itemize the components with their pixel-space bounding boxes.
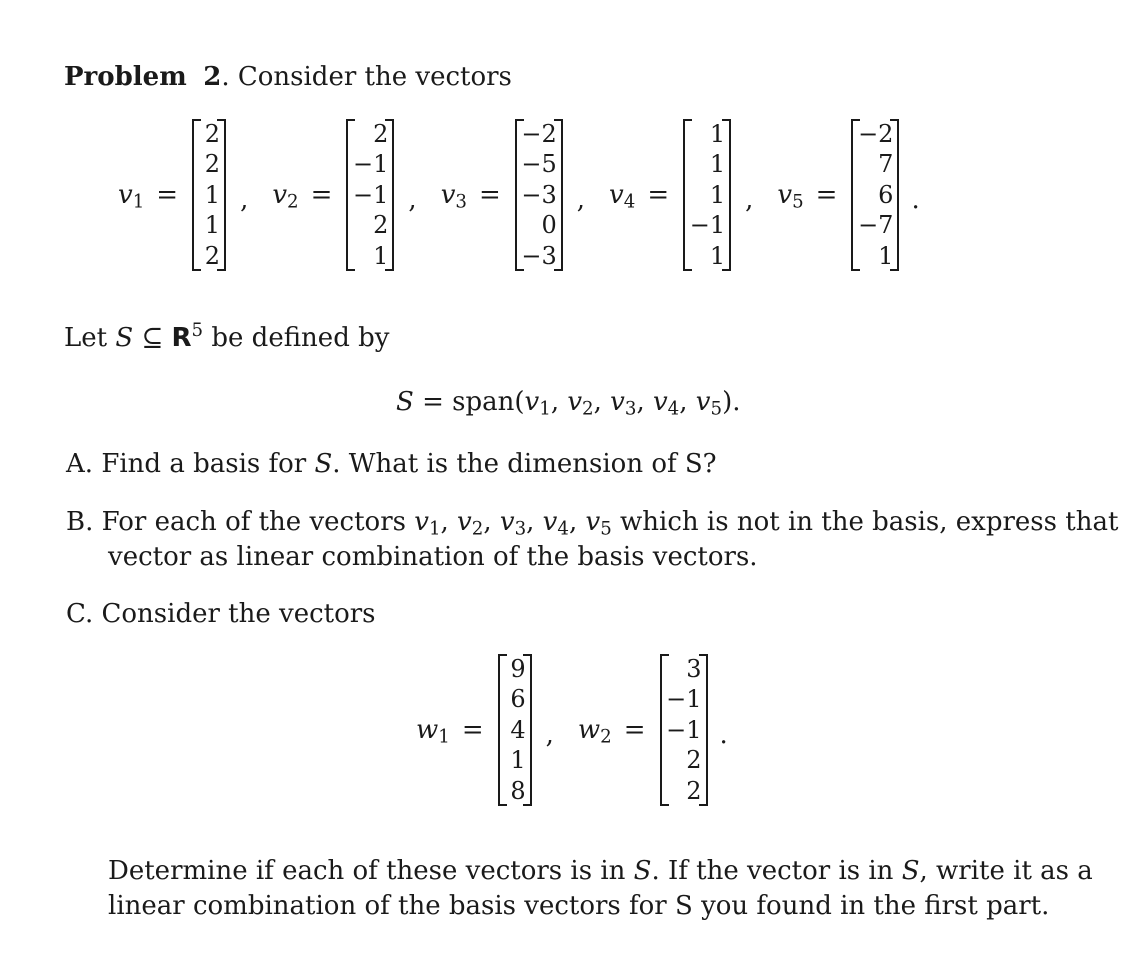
matrix-entry: 2	[373, 120, 389, 148]
v1-label: $v_1$	[118, 179, 145, 213]
matrix-entry: −1	[689, 211, 726, 240]
span-equation: $S = span(v_1$, $v_2$, $v_3$, $v_4$, $v_5$).	[396, 387, 741, 420]
matrix-entry: −2	[521, 120, 557, 148]
equals-sign: =	[461, 714, 484, 745]
matrix-entry: −1	[666, 685, 702, 714]
problem-heading	[64, 60, 512, 94]
w2-matrix	[660, 654, 708, 806]
matrix-entry: 8	[510, 776, 526, 805]
matrix-entry: 6	[510, 685, 526, 714]
equals-sign: =	[156, 179, 179, 210]
matrix-entry: 1	[709, 180, 726, 209]
matrix-entry: 3	[686, 655, 702, 683]
matrix-entry: 1	[204, 211, 221, 240]
matrix-entry: 2	[204, 241, 221, 270]
matrix-entry: −1	[353, 180, 389, 209]
matrix-entry: −2	[858, 120, 894, 148]
problem-number: 2	[203, 62, 222, 92]
v1-matrix	[192, 119, 226, 271]
w-vectors-row	[416, 654, 752, 806]
comma: ,	[240, 184, 249, 215]
matrix-entry: 6	[878, 180, 894, 209]
matrix-entry: −1	[353, 150, 389, 179]
final-paragraph-line2: linear combination of the basis vectors for S you found in the first part.	[108, 891, 1050, 921]
part-b: B. For each of the vectors $v_1$, $v_2$, $v_3$, $v_4$, $v_5$ which is not in the basis, express that	[66, 507, 1119, 540]
part-c: C. Consider the vectors	[66, 599, 376, 629]
v2-matrix	[346, 119, 394, 271]
matrix-entry: 9	[510, 655, 526, 683]
equals-sign: =	[310, 179, 333, 210]
w1-label: $w_1$	[416, 714, 450, 748]
equals-sign: =	[623, 714, 646, 745]
matrix-entry: 1	[373, 241, 389, 270]
matrix-entry: −7	[858, 211, 894, 240]
comma: ,	[576, 184, 586, 215]
v4-label: $v_4$	[609, 179, 636, 213]
equals-sign: =	[815, 179, 838, 210]
matrix-entry: 2	[686, 776, 702, 805]
v5-label: $v_5$	[777, 179, 804, 213]
matrix-entry: 1	[204, 180, 221, 209]
matrix-entry: 0	[541, 211, 557, 240]
matrix-entry: −5	[521, 150, 557, 179]
v3-label: $v_3$	[440, 179, 467, 213]
final-paragraph-line1: Determine if each of these vectors is in S. If the vector is in S, write it as a	[108, 856, 1093, 886]
part-b-line2: vector as linear combination of the basis vectors.	[108, 542, 758, 572]
matrix-entry: 1	[709, 241, 726, 270]
matrix-entry: 1	[709, 150, 726, 179]
matrix-entry: 2	[204, 120, 221, 148]
matrix-entry: 2	[204, 150, 221, 179]
v4-matrix	[683, 119, 731, 271]
equals-sign: =	[647, 179, 670, 210]
problem-label: Problem	[64, 62, 187, 92]
equals-sign: =	[478, 179, 501, 210]
matrix-entry: 2	[373, 211, 389, 240]
w1-matrix	[498, 654, 532, 806]
w2-label: $w_2$	[577, 714, 612, 748]
comma: ,	[745, 184, 754, 215]
matrix-entry: 7	[878, 150, 894, 179]
v5-matrix	[851, 119, 899, 271]
matrix-entry: −1	[666, 715, 702, 744]
part-a: A. Find a basis for S. What is the dimension of S?	[66, 449, 717, 479]
matrix-entry: −3	[521, 180, 557, 209]
comma: ,	[408, 184, 417, 215]
matrix-entry: 2	[686, 746, 702, 775]
problem-intro: . Consider the vectors	[221, 62, 512, 92]
comma: ,	[545, 719, 554, 750]
period: .	[719, 719, 728, 750]
matrix-entry: 4	[510, 715, 526, 744]
v2-label: $v_2$	[272, 179, 299, 213]
v-vectors-row	[118, 119, 944, 271]
let-definition-line: Let S ⊆ $R^5$ be defined by	[64, 320, 390, 353]
v3-matrix	[515, 119, 563, 271]
matrix-entry: 1	[709, 120, 726, 148]
matrix-entry: 1	[878, 241, 894, 270]
period: .	[911, 184, 920, 215]
matrix-entry: −3	[521, 241, 557, 270]
matrix-entry: 1	[510, 746, 526, 775]
